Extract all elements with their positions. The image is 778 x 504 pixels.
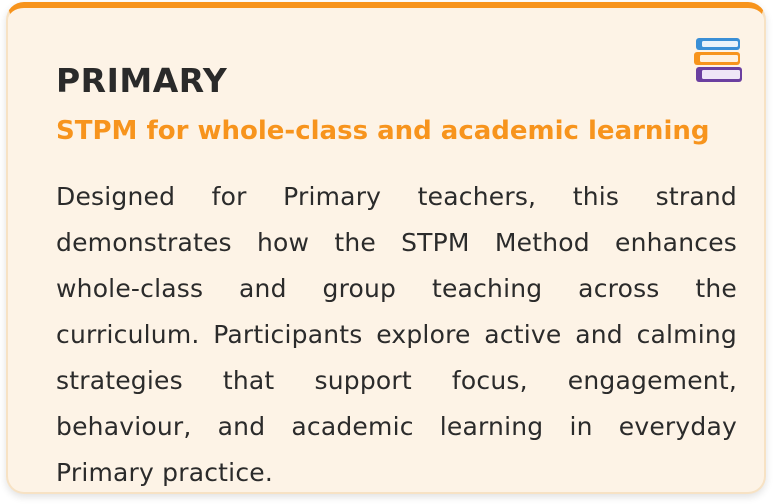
card-title: PRIMARY [56,61,228,100]
card-description: Designed for Primary teachers, this strand demonstrates how the STPM Method enhances whole-class and group teaching across the curriculum. Participants explore active and calming strategies that support focus, engagement, behaviour, and academic learning in everyday Primary practice. [56,182,737,487]
books-stack-icon [692,36,744,86]
card-subtitle: STPM for whole-class and academic learning [56,116,710,146]
primary-strand-card [6,2,766,494]
